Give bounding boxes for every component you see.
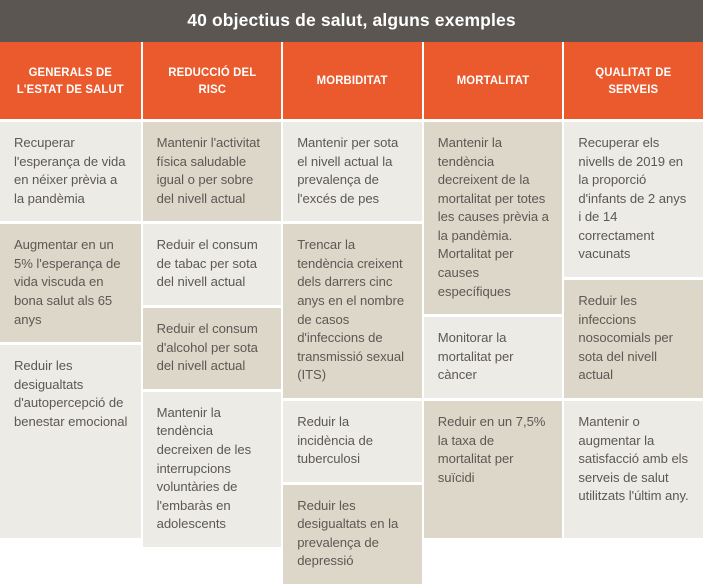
column-header-3 — [283, 42, 422, 119]
objective-text: Reduir el consum de tabac per sota del nivell actual — [156, 237, 258, 290]
column-header-2 — [143, 42, 282, 119]
column-mortalitat — [422, 42, 563, 538]
objective-cell — [0, 122, 141, 221]
objective-text: Reduir el consum d'alcohol per sota del nivell actual — [156, 321, 258, 374]
column-qualitat-de-serveis — [562, 42, 703, 538]
column-header-1 — [0, 42, 141, 119]
objective-cell — [424, 317, 563, 398]
objective-text: Reduir les desigualtats en la prevalença de depressió — [297, 497, 399, 569]
column-header-label: MORTALITAT — [456, 73, 530, 88]
column-header-label: QUALITAT DE SERVEIS — [595, 65, 672, 96]
objective-cell — [0, 345, 141, 538]
column-reduccio-del-risc — [141, 42, 282, 538]
objective-text: Mantenir la tendència decreixent de la mortalitat per totes les causes prèvia a la pandèmia. Mortalitat per causes específiques — [437, 135, 549, 299]
column-body-4 — [424, 119, 563, 538]
objective-text: Mantenir o augmentar la satisfacció amb els serveis de salut utilitzats l'últim any. — [578, 413, 689, 504]
column-morbiditat — [281, 42, 422, 569]
objective-text: Mantenir per sota el nivell actual la prevalença de l'excés de pes — [297, 135, 399, 206]
column-header-label: MORBIDITAT — [317, 73, 388, 88]
objective-cell — [564, 401, 703, 538]
column-body-5 — [564, 119, 703, 538]
column-header-4 — [424, 42, 563, 119]
objective-cell — [143, 224, 282, 305]
objective-cell — [0, 224, 141, 342]
column-header-5 — [564, 42, 703, 119]
objective-text: Recuperar els nivells de 2019 en la proporció d'infants de 2 anys i de 14 correctament vacunats — [578, 135, 687, 262]
objective-cell — [143, 308, 282, 389]
objective-cell — [424, 401, 563, 538]
objective-cell — [283, 401, 422, 482]
objective-text: Reduir les desigualtats d'autopercepció de benestar emocional — [14, 358, 128, 429]
objective-cell — [564, 280, 703, 398]
objective-text: Mantenir l'activitat física saludable igual o per sobre del nivell actual — [156, 135, 260, 206]
objective-cell — [143, 122, 282, 221]
column-header-label: REDUCCIÓ DEL RISC — [167, 65, 256, 96]
objective-cell — [143, 392, 282, 547]
columns-container — [0, 42, 703, 569]
column-body-1 — [0, 119, 141, 538]
objective-text: Monitorar la mortalitat per càncer — [437, 330, 514, 383]
objective-text: Reduir en un 7,5% la taxa de mortalitat per suïcidi — [437, 413, 546, 485]
column-header-label: GENERALS DE L'ESTAT DE SALUT — [16, 65, 124, 96]
objective-cell — [283, 224, 422, 398]
objective-text: Mantenir la tendència decreixen de les interrupcions voluntàries de l'embaràs en adolescents — [156, 404, 252, 532]
page-title: 40 objectius de salut, alguns exemples — [187, 10, 516, 31]
objective-text: Reduir les infeccions nosocomials per sota del nivell actual — [578, 293, 673, 383]
objective-text: Augmentar en un 5% l'esperança de vida viscuda en bona salut als 65 anys — [14, 237, 121, 327]
objective-cell — [564, 122, 703, 277]
objective-text: Recuperar l'esperança de vida en néixer prèvia a la pandèmia — [14, 135, 126, 206]
objective-text: Trencar la tendència creixent dels darrers cinc anys en el nombre de casos d'infeccions de transmissió sexual (ITS) — [297, 237, 405, 383]
title-bar — [0, 0, 703, 42]
column-body-2 — [143, 119, 282, 547]
objective-cell — [424, 122, 563, 314]
objective-cell — [283, 122, 422, 221]
column-body-3 — [283, 119, 422, 584]
objective-cell — [283, 485, 422, 584]
objective-text: Reduir la incidència de tuberculosi — [297, 413, 373, 467]
column-generals-estat-salut — [0, 42, 141, 538]
